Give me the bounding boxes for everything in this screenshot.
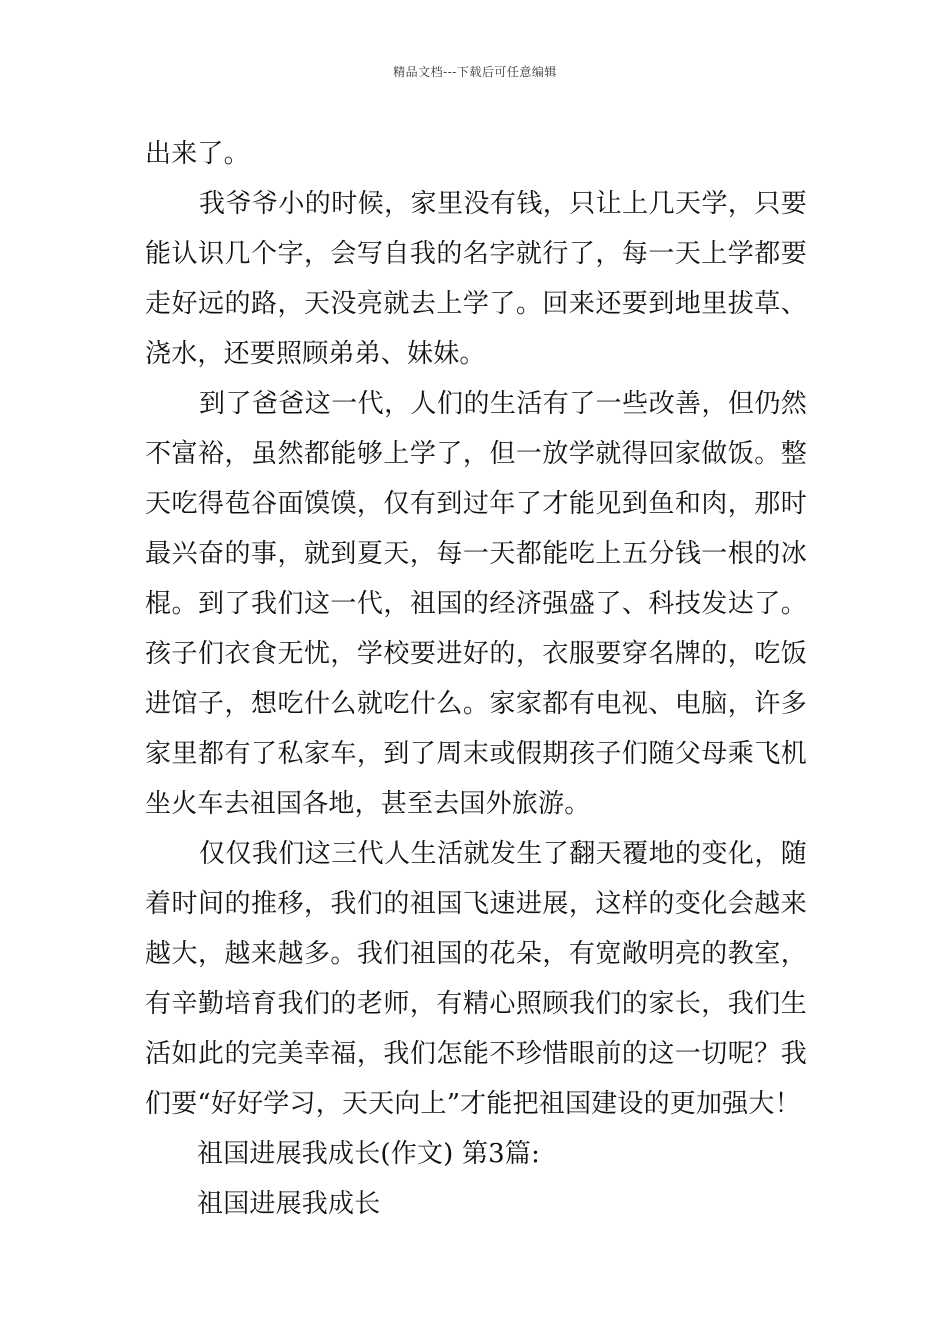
paragraph-three-generations: 仅仅我们这三代人生活就发生了翻天覆地的变化，随着时间的推移，我们的祖国飞速进展，这样的变化会越来越大，越来越多。我们祖国的花朵，有宽敞明亮的教室，有辛勤培育我们的老师，有精心照顾我们的家长，我们生活如此的完美幸福，我们怎能不珍惜眼前的这一切呢？我们要“好好学习，天天向上”才能把祖国建设的更加强大！ xyxy=(145,839,807,1119)
document-body xyxy=(145,129,807,1229)
paragraph-continuation: 出来了。 xyxy=(145,139,250,169)
paragraph-grandfather: 我爷爷小的时候，家里没有钱，只让上几天学，只要能认识几个字，会写自我的名字就行了，每一天上学都要走好远的路，天没亮就去上学了。回来还要到地里拔草、浇水，还要照顾弟弟、妹妹。 xyxy=(145,189,807,369)
section-heading: 祖国进展我成长(作文) 第3篇: xyxy=(197,1139,541,1169)
paragraph-father: 到了爸爸这一代，人们的生活有了一些改善，但仍然不富裕，虽然都能够上学了，但一放学就得回家做饭。整天吃得苞谷面馍馍，仅有到过年了才能见到鱼和肉，那时最兴奋的事，就到夏天，每一天都能吃上五分钱一根的冰棍。到了我们这一代，祖国的经济强盛了、科技发达了。孩子们衣食无忧，学校要进好的，衣服要穿名牌的，吃饭进馆子，想吃什么就吃什么。家家都有电视、电脑，许多家里都有了私家车，到了周末或假期孩子们随父母乘飞机坐火车去祖国各地，甚至去国外旅游。 xyxy=(145,389,807,819)
section-title: 祖国进展我成长 xyxy=(197,1189,381,1219)
page-header: 精品文档---下载后可任意编辑 xyxy=(393,65,557,79)
